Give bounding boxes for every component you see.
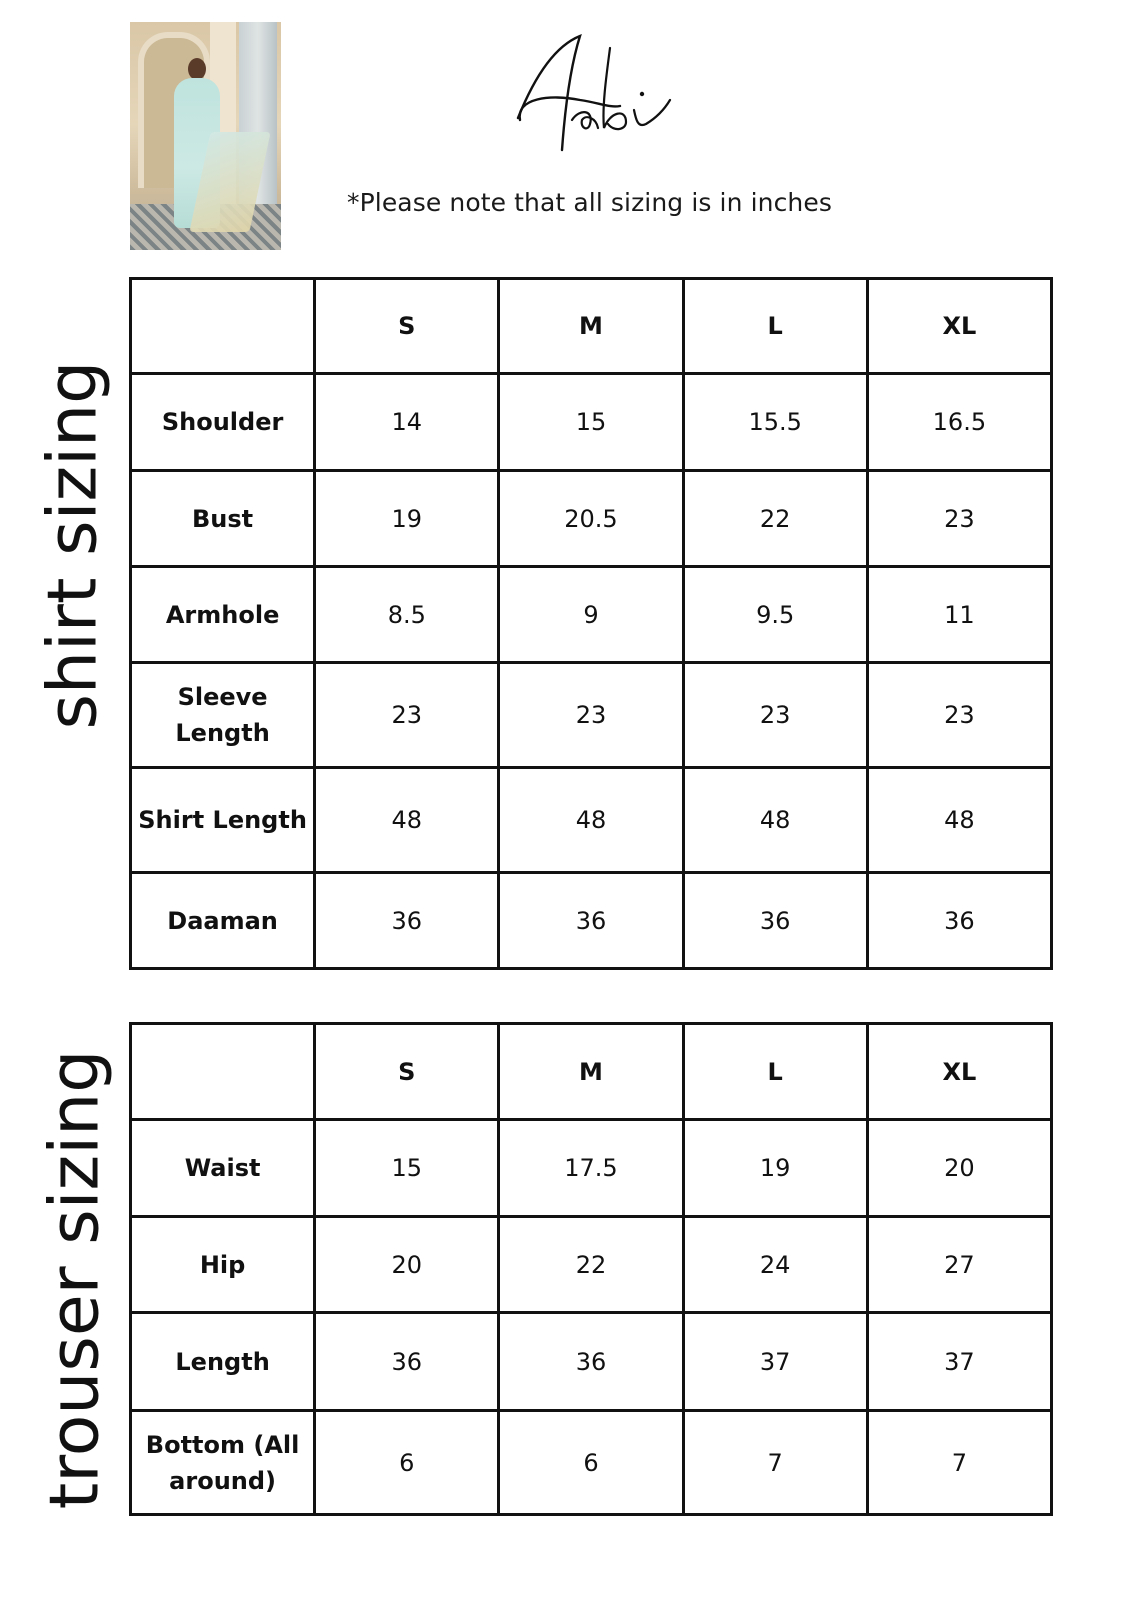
row-label: Armhole bbox=[131, 567, 315, 663]
size-header-xl: XL bbox=[867, 1024, 1051, 1120]
cell-value: 14 bbox=[315, 374, 499, 471]
row-label: Bust bbox=[131, 471, 315, 567]
cell-value: 48 bbox=[683, 768, 867, 873]
size-header-l: L bbox=[683, 279, 867, 374]
row-label: Length bbox=[131, 1313, 315, 1411]
cell-value: 23 bbox=[867, 663, 1051, 768]
cell-value: 36 bbox=[315, 873, 499, 969]
cell-value: 37 bbox=[867, 1313, 1051, 1411]
table-row bbox=[131, 663, 1052, 768]
cell-value: 20.5 bbox=[499, 471, 683, 567]
cell-value: 15 bbox=[499, 374, 683, 471]
cell-value: 6 bbox=[499, 1411, 683, 1515]
cell-value: 23 bbox=[499, 663, 683, 768]
row-label: Bottom (All around) bbox=[131, 1411, 315, 1515]
brand-logo bbox=[510, 28, 680, 158]
cell-value: 36 bbox=[499, 1313, 683, 1411]
product-photo bbox=[130, 22, 281, 250]
shirt-sizing-title: shirt sizing bbox=[33, 360, 113, 730]
size-header-s: S bbox=[315, 1024, 499, 1120]
cell-value: 20 bbox=[867, 1120, 1051, 1217]
table-row bbox=[131, 374, 1052, 471]
sizing-note: *Please note that all sizing is in inches bbox=[347, 188, 832, 217]
corner-cell bbox=[131, 279, 315, 374]
cell-value: 37 bbox=[683, 1313, 867, 1411]
cell-value: 22 bbox=[683, 471, 867, 567]
row-label: Shirt Length bbox=[131, 768, 315, 873]
row-label: Sleeve Length bbox=[131, 663, 315, 768]
cell-value: 17.5 bbox=[499, 1120, 683, 1217]
cell-value: 24 bbox=[683, 1217, 867, 1313]
table-row bbox=[131, 768, 1052, 873]
cell-value: 22 bbox=[499, 1217, 683, 1313]
size-header-m: M bbox=[499, 1024, 683, 1120]
cell-value: 23 bbox=[867, 471, 1051, 567]
cell-value: 9.5 bbox=[683, 567, 867, 663]
table-row bbox=[131, 1120, 1052, 1217]
cell-value: 7 bbox=[867, 1411, 1051, 1515]
trouser-sizing-title: trouser sizing bbox=[35, 1049, 115, 1510]
size-header-m: M bbox=[499, 279, 683, 374]
cell-value: 23 bbox=[683, 663, 867, 768]
table-row bbox=[131, 873, 1052, 969]
cell-value: 11 bbox=[867, 567, 1051, 663]
cell-value: 36 bbox=[683, 873, 867, 969]
cell-value: 6 bbox=[315, 1411, 499, 1515]
cell-value: 48 bbox=[867, 768, 1051, 873]
cell-value: 15 bbox=[315, 1120, 499, 1217]
cell-value: 23 bbox=[315, 663, 499, 768]
table-row bbox=[131, 1217, 1052, 1313]
corner-cell bbox=[131, 1024, 315, 1120]
table-row bbox=[131, 471, 1052, 567]
shirt-size-table bbox=[129, 277, 1053, 970]
row-label: Hip bbox=[131, 1217, 315, 1313]
cell-value: 20 bbox=[315, 1217, 499, 1313]
cell-value: 27 bbox=[867, 1217, 1051, 1313]
row-label: Waist bbox=[131, 1120, 315, 1217]
table-row bbox=[131, 1313, 1052, 1411]
table-header-row bbox=[131, 1024, 1052, 1120]
cell-value: 16.5 bbox=[867, 374, 1051, 471]
trouser-size-table bbox=[129, 1022, 1053, 1516]
size-header-s: S bbox=[315, 279, 499, 374]
cell-value: 36 bbox=[867, 873, 1051, 969]
cell-value: 7 bbox=[683, 1411, 867, 1515]
cell-value: 19 bbox=[683, 1120, 867, 1217]
cell-value: 48 bbox=[315, 768, 499, 873]
cell-value: 8.5 bbox=[315, 567, 499, 663]
table-row bbox=[131, 567, 1052, 663]
table-header-row bbox=[131, 279, 1052, 374]
row-label: Shoulder bbox=[131, 374, 315, 471]
cell-value: 36 bbox=[315, 1313, 499, 1411]
row-label: Daaman bbox=[131, 873, 315, 969]
cell-value: 9 bbox=[499, 567, 683, 663]
cell-value: 19 bbox=[315, 471, 499, 567]
size-header-xl: XL bbox=[867, 279, 1051, 374]
cell-value: 48 bbox=[499, 768, 683, 873]
cell-value: 15.5 bbox=[683, 374, 867, 471]
table-row bbox=[131, 1411, 1052, 1515]
size-header-l: L bbox=[683, 1024, 867, 1120]
cell-value: 36 bbox=[499, 873, 683, 969]
